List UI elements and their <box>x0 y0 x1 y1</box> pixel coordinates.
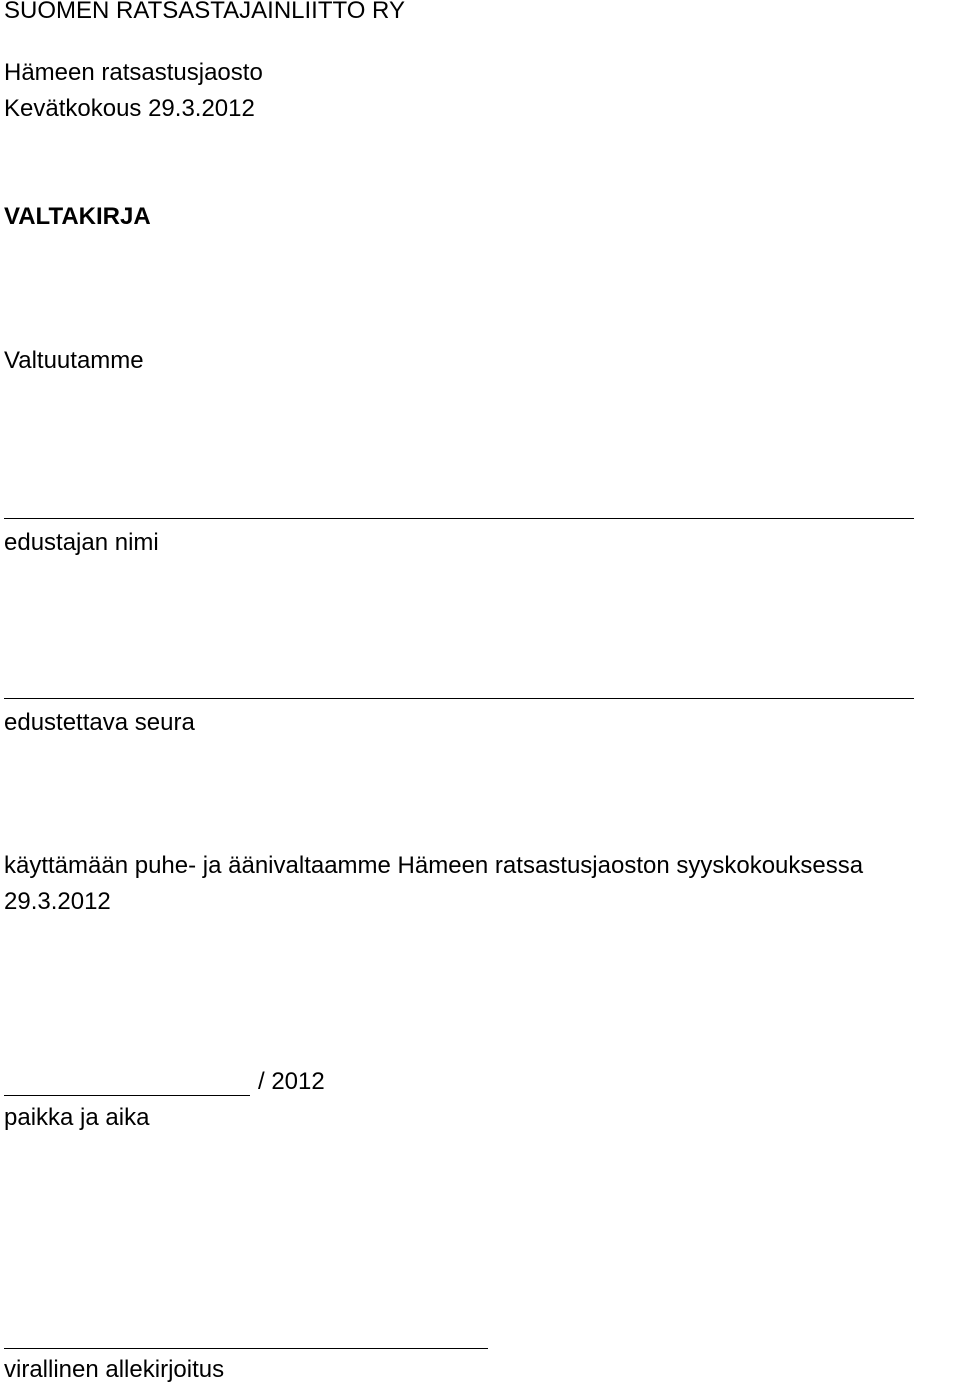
represented-club-label: edustettava seura <box>4 709 195 736</box>
intro-text: Valtuutamme <box>4 347 144 374</box>
place-date-line <box>4 1095 250 1096</box>
signature-line <box>4 1348 488 1349</box>
representative-name-label: edustajan nimi <box>4 529 159 556</box>
place-date-label: paikka ja aika <box>4 1104 150 1131</box>
representative-name-line <box>4 518 914 519</box>
signature-label: virallinen allekirjoitus <box>4 1356 225 1383</box>
meeting-name: Kevätkokous 29.3.2012 <box>4 95 255 122</box>
place-date-year: / 2012 <box>258 1068 325 1095</box>
statement-line-1: käyttämään puhe- ja äänivaltaamme Hämeen ratsastusjaoston syyskokouksessa <box>4 852 864 879</box>
section-name: Hämeen ratsastusjaosto <box>4 59 263 86</box>
statement-line-2: 29.3.2012 <box>4 888 111 915</box>
represented-club-line <box>4 698 914 699</box>
organization-name: SUOMEN RATSASTAJAINLIITTO RY <box>4 0 405 24</box>
document-title: VALTAKIRJA <box>4 203 151 230</box>
